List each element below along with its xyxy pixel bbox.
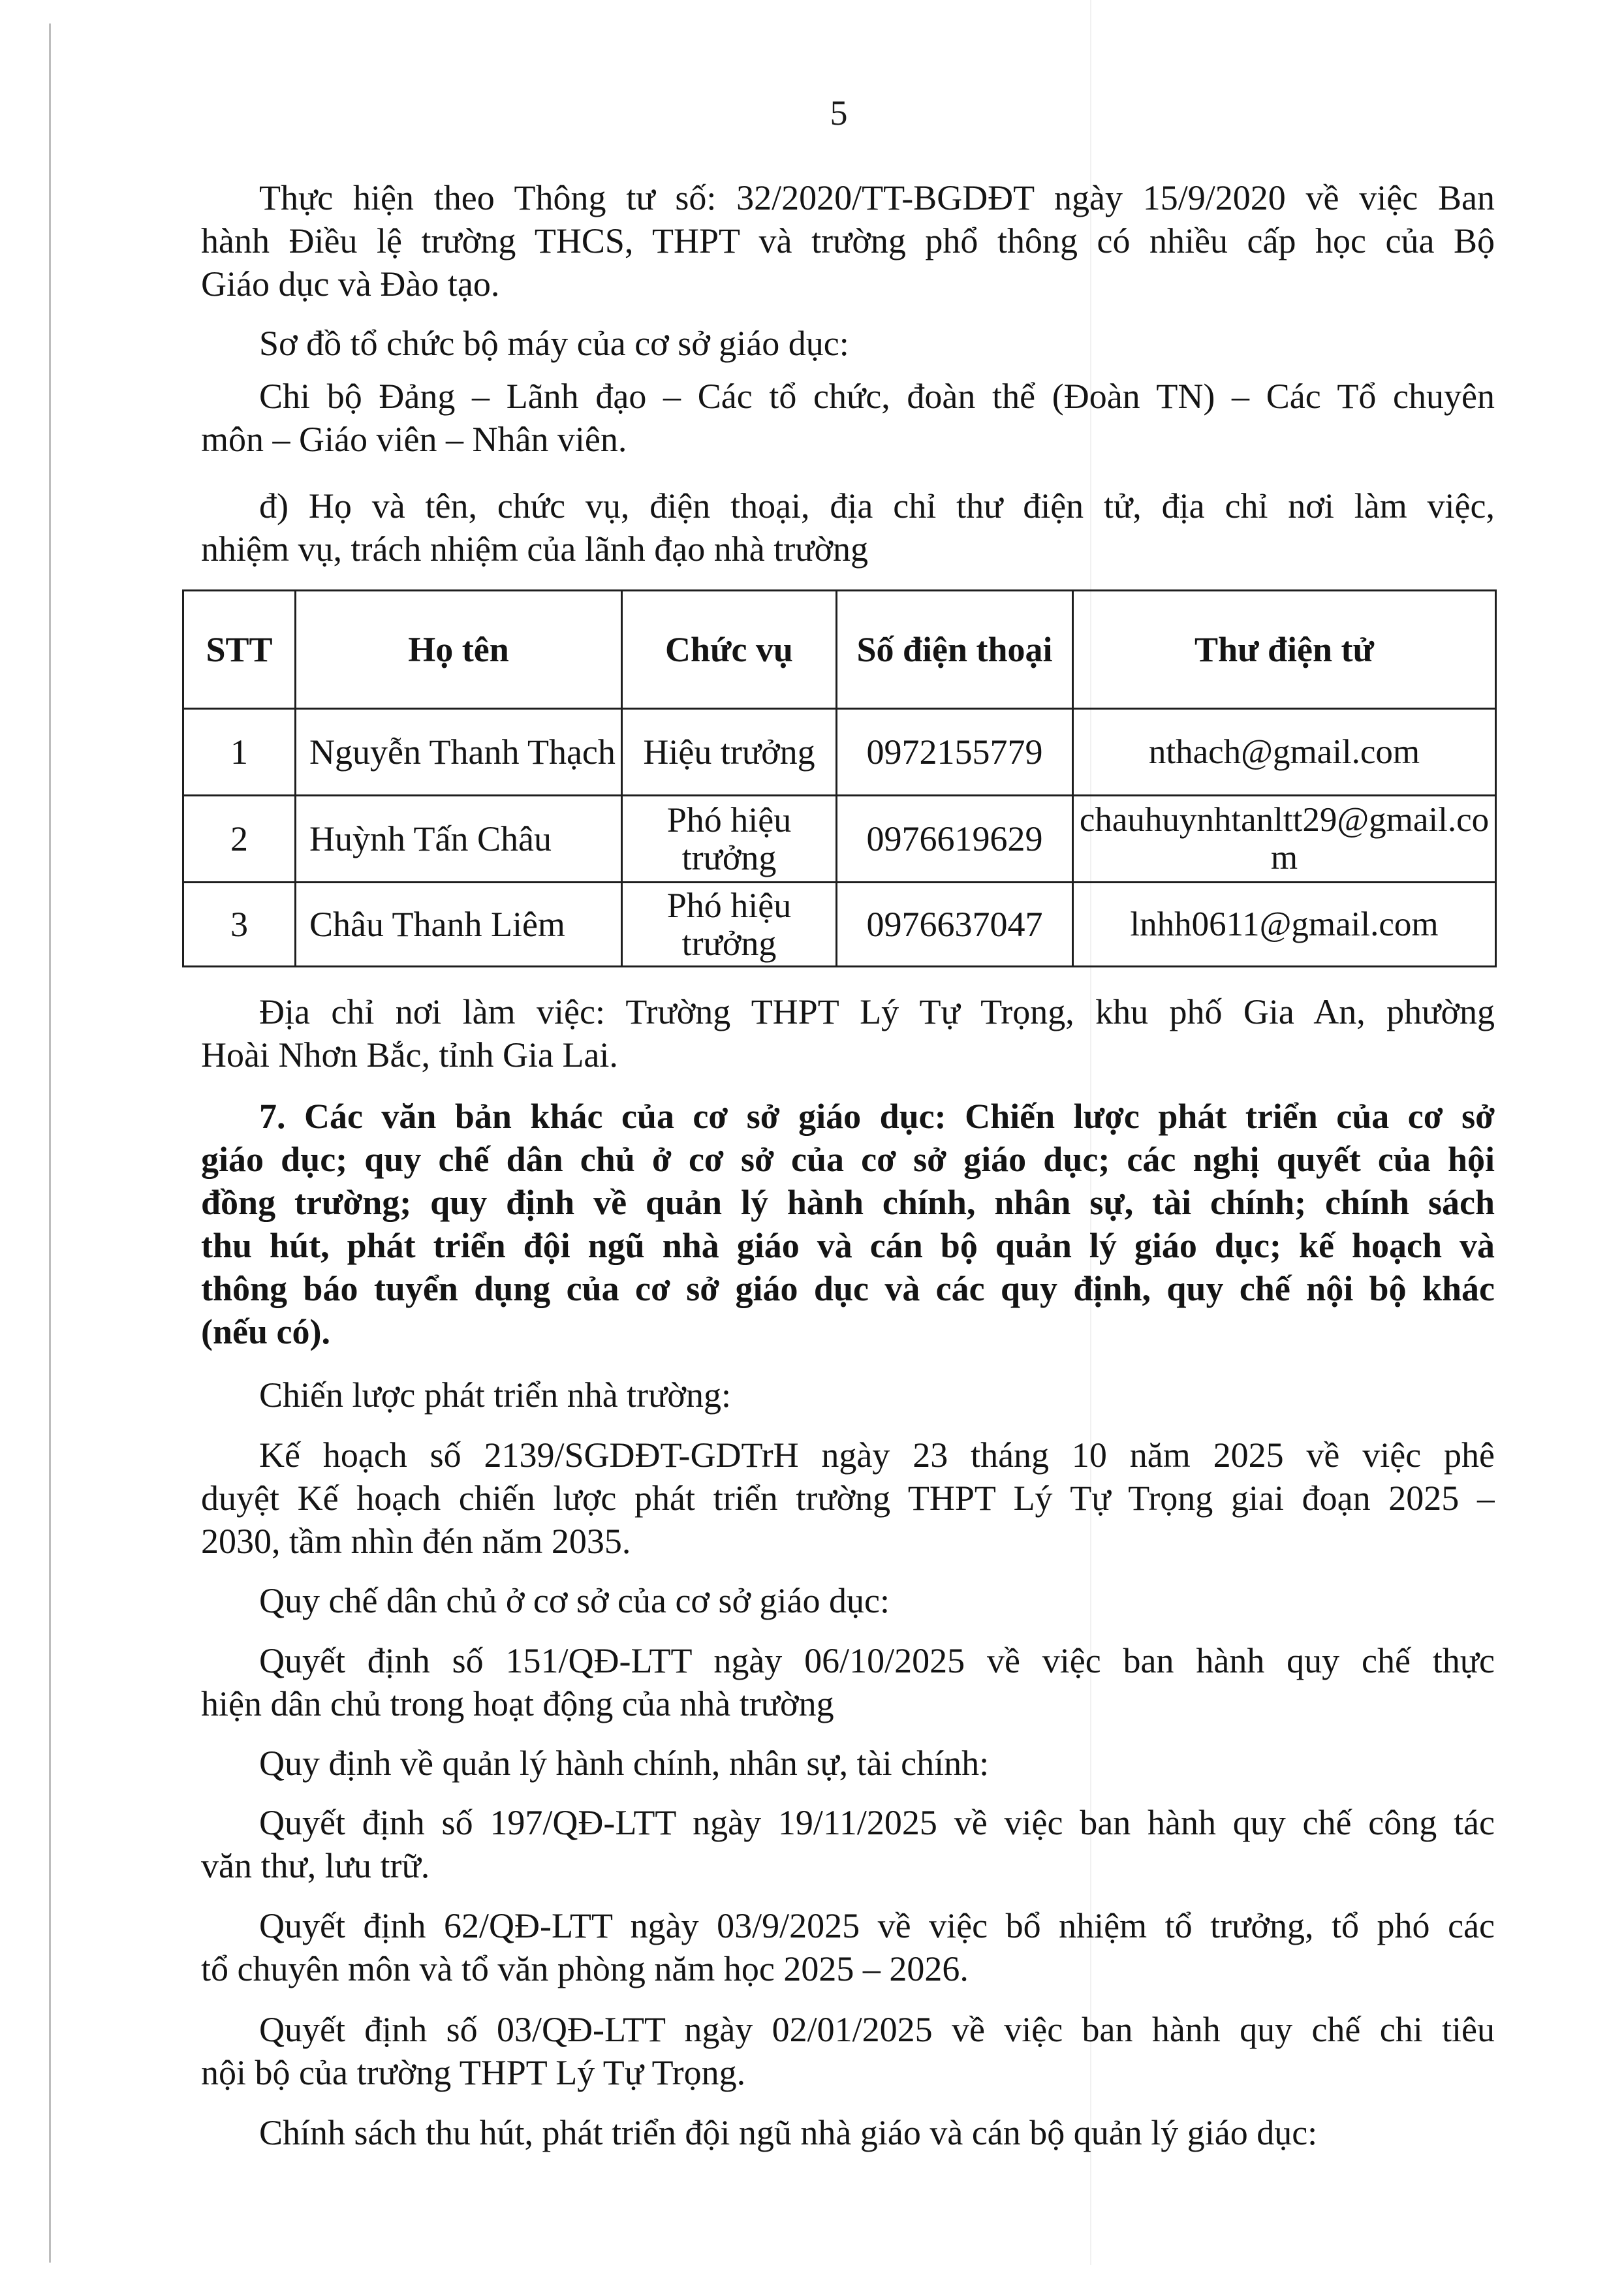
header-name: Họ tên <box>296 591 622 709</box>
text-line: Kế hoạch số 2139/SGDĐT-GDTrH ngày 23 tháng 10 năm 2025 về việc phê <box>259 1435 1495 1475</box>
text-line: Hoài Nhơn Bắc, tỉnh Gia Lai. <box>201 1035 618 1074</box>
text-line: thông báo tuyển dụng của cơ sở giáo dục và các quy định, quy chế nội bộ khác <box>201 1269 1495 1308</box>
text-line: nội bộ của trường THPT Lý Tự Trọng. <box>201 2053 746 2092</box>
page-number: 5 <box>830 93 848 133</box>
text-line: (nếu có). <box>201 1312 330 1351</box>
scan-edge-line <box>49 24 51 2263</box>
text-line: Sơ đồ tổ chức bộ máy của cơ sở giáo dục: <box>259 324 849 363</box>
admin-document-1 <box>201 1801 1495 1887</box>
text-line: môn – Giáo viên – Nhân viên. <box>201 420 627 459</box>
text-line: Chiến lược phát triển nhà trường: <box>259 1375 731 1415</box>
text-line: Giáo dục và Đào tạo. <box>201 264 500 304</box>
workplace-paragraph <box>201 990 1495 1076</box>
intro-paragraph <box>201 176 1495 306</box>
cell-position: Phó hiệu trưởng <box>622 796 837 883</box>
cell-phone: 0972155779 <box>837 709 1073 796</box>
text-line: Quyết định số 151/QĐ-LTT ngày 06/10/2025 về việc ban hành quy chế thực <box>259 1641 1495 1680</box>
text-line: duyệt Kế hoạch chiến lược phát triển trường THPT Lý Tự Trọng giai đoạn 2025 – <box>201 1479 1495 1518</box>
text-line: Quyết định số 197/QĐ-LTT ngày 19/11/2025 về việc ban hành quy chế công tác <box>259 1803 1495 1842</box>
admin-document-2 <box>201 1904 1495 1990</box>
cell-position: Phó hiệu trưởng <box>622 883 837 967</box>
cell-email: lnhh0611@gmail.com <box>1073 883 1496 967</box>
table-row <box>183 883 1496 967</box>
text-line: nhiệm vụ, trách nhiệm của lãnh đạo nhà trường <box>201 529 869 569</box>
admin-regulations-label <box>201 1742 1495 1785</box>
strategy-document <box>201 1434 1495 1563</box>
table-header-row <box>183 591 1496 709</box>
cell-name: Huỳnh Tấn Châu <box>296 796 622 883</box>
section-7-heading <box>201 1095 1495 1353</box>
text-line: giáo dục; quy chế dân chủ ở cơ sở của cơ sở giáo dục; các nghị quyết của hội <box>201 1140 1495 1179</box>
policy-label <box>201 2111 1495 2154</box>
cell-email: chauhuynhtanltt29@gmail.com <box>1073 796 1496 883</box>
cell-stt: 2 <box>183 796 296 883</box>
cell-stt: 3 <box>183 883 296 967</box>
text-line: Chính sách thu hút, phát triển đội ngũ nhà giáo và cán bộ quản lý giáo dục: <box>259 2113 1318 2152</box>
text-line: Quy định về quản lý hành chính, nhân sự, tài chính: <box>259 1744 990 1783</box>
table-row <box>183 796 1496 883</box>
leaders-table <box>182 589 1497 967</box>
text-line: Quyết định số 03/QĐ-LTT ngày 02/01/2025 về việc ban hành quy chế chi tiêu <box>259 2010 1495 2049</box>
text-line: 2030, tầm nhìn đén năm 2035. <box>201 1522 631 1561</box>
org-chart-paragraph <box>201 375 1495 461</box>
democracy-label <box>201 1579 1495 1622</box>
cell-phone: 0976619629 <box>837 796 1073 883</box>
table-row <box>183 709 1496 796</box>
admin-document-3 <box>201 2008 1495 2094</box>
text-line: Quyết định 62/QĐ-LTT ngày 03/9/2025 về việc bổ nhiệm tổ trưởng, tổ phó các <box>259 1906 1495 1945</box>
cell-name: Nguyễn Thanh Thạch <box>296 709 622 796</box>
header-position: Chức vụ <box>622 591 837 709</box>
header-email: Thư điện tử <box>1073 591 1496 709</box>
cell-phone: 0976637047 <box>837 883 1073 967</box>
leaders-intro-paragraph <box>201 484 1495 571</box>
text-line: tổ chuyên môn và tổ văn phòng năm học 2025 – 2026. <box>201 1949 969 1988</box>
text-line: Quy chế dân chủ ở cơ sở của cơ sở giáo dục: <box>259 1581 890 1620</box>
text-line: hành Điều lệ trường THCS, THPT và trường phổ thông có nhiều cấp học của Bộ <box>201 221 1495 260</box>
text-line: văn thư, lưu trữ. <box>201 1846 430 1885</box>
text-line: Chi bộ Đảng – Lãnh đạo – Các tổ chức, đoàn thể (Đoàn TN) – Các Tổ chuyên <box>259 377 1495 416</box>
org-chart-label <box>201 322 1495 365</box>
text-line: hiện dân chủ trong hoạt động của nhà trường <box>201 1684 834 1723</box>
header-phone: Số điện thoại <box>837 591 1073 709</box>
text-line: Thực hiện theo Thông tư số: 32/2020/TT-BGDĐT ngày 15/9/2020 về việc Ban <box>259 178 1495 217</box>
text-line: đồng trường; quy định về quản lý hành chính, nhân sự, tài chính; chính sách <box>201 1183 1495 1222</box>
header-stt: STT <box>183 591 296 709</box>
text-line: 7. Các văn bản khác của cơ sở giáo dục: Chiến lược phát triển của cơ sở <box>259 1097 1495 1136</box>
cell-name: Châu Thanh Liêm <box>296 883 622 967</box>
text-line: đ) Họ và tên, chức vụ, điện thoại, địa chỉ thư điện tử, địa chỉ nơi làm việc, <box>259 486 1495 525</box>
democracy-document <box>201 1639 1495 1725</box>
cell-position: Hiệu trưởng <box>622 709 837 796</box>
strategy-label <box>201 1373 1495 1417</box>
cell-stt: 1 <box>183 709 296 796</box>
text-line: thu hút, phát triển đội ngũ nhà giáo và cán bộ quản lý giáo dục; kế hoạch và <box>201 1226 1495 1265</box>
text-line: Địa chỉ nơi làm việc: Trường THPT Lý Tự Trọng, khu phố Gia An, phường <box>259 992 1495 1031</box>
cell-email: nthach@gmail.com <box>1073 709 1496 796</box>
